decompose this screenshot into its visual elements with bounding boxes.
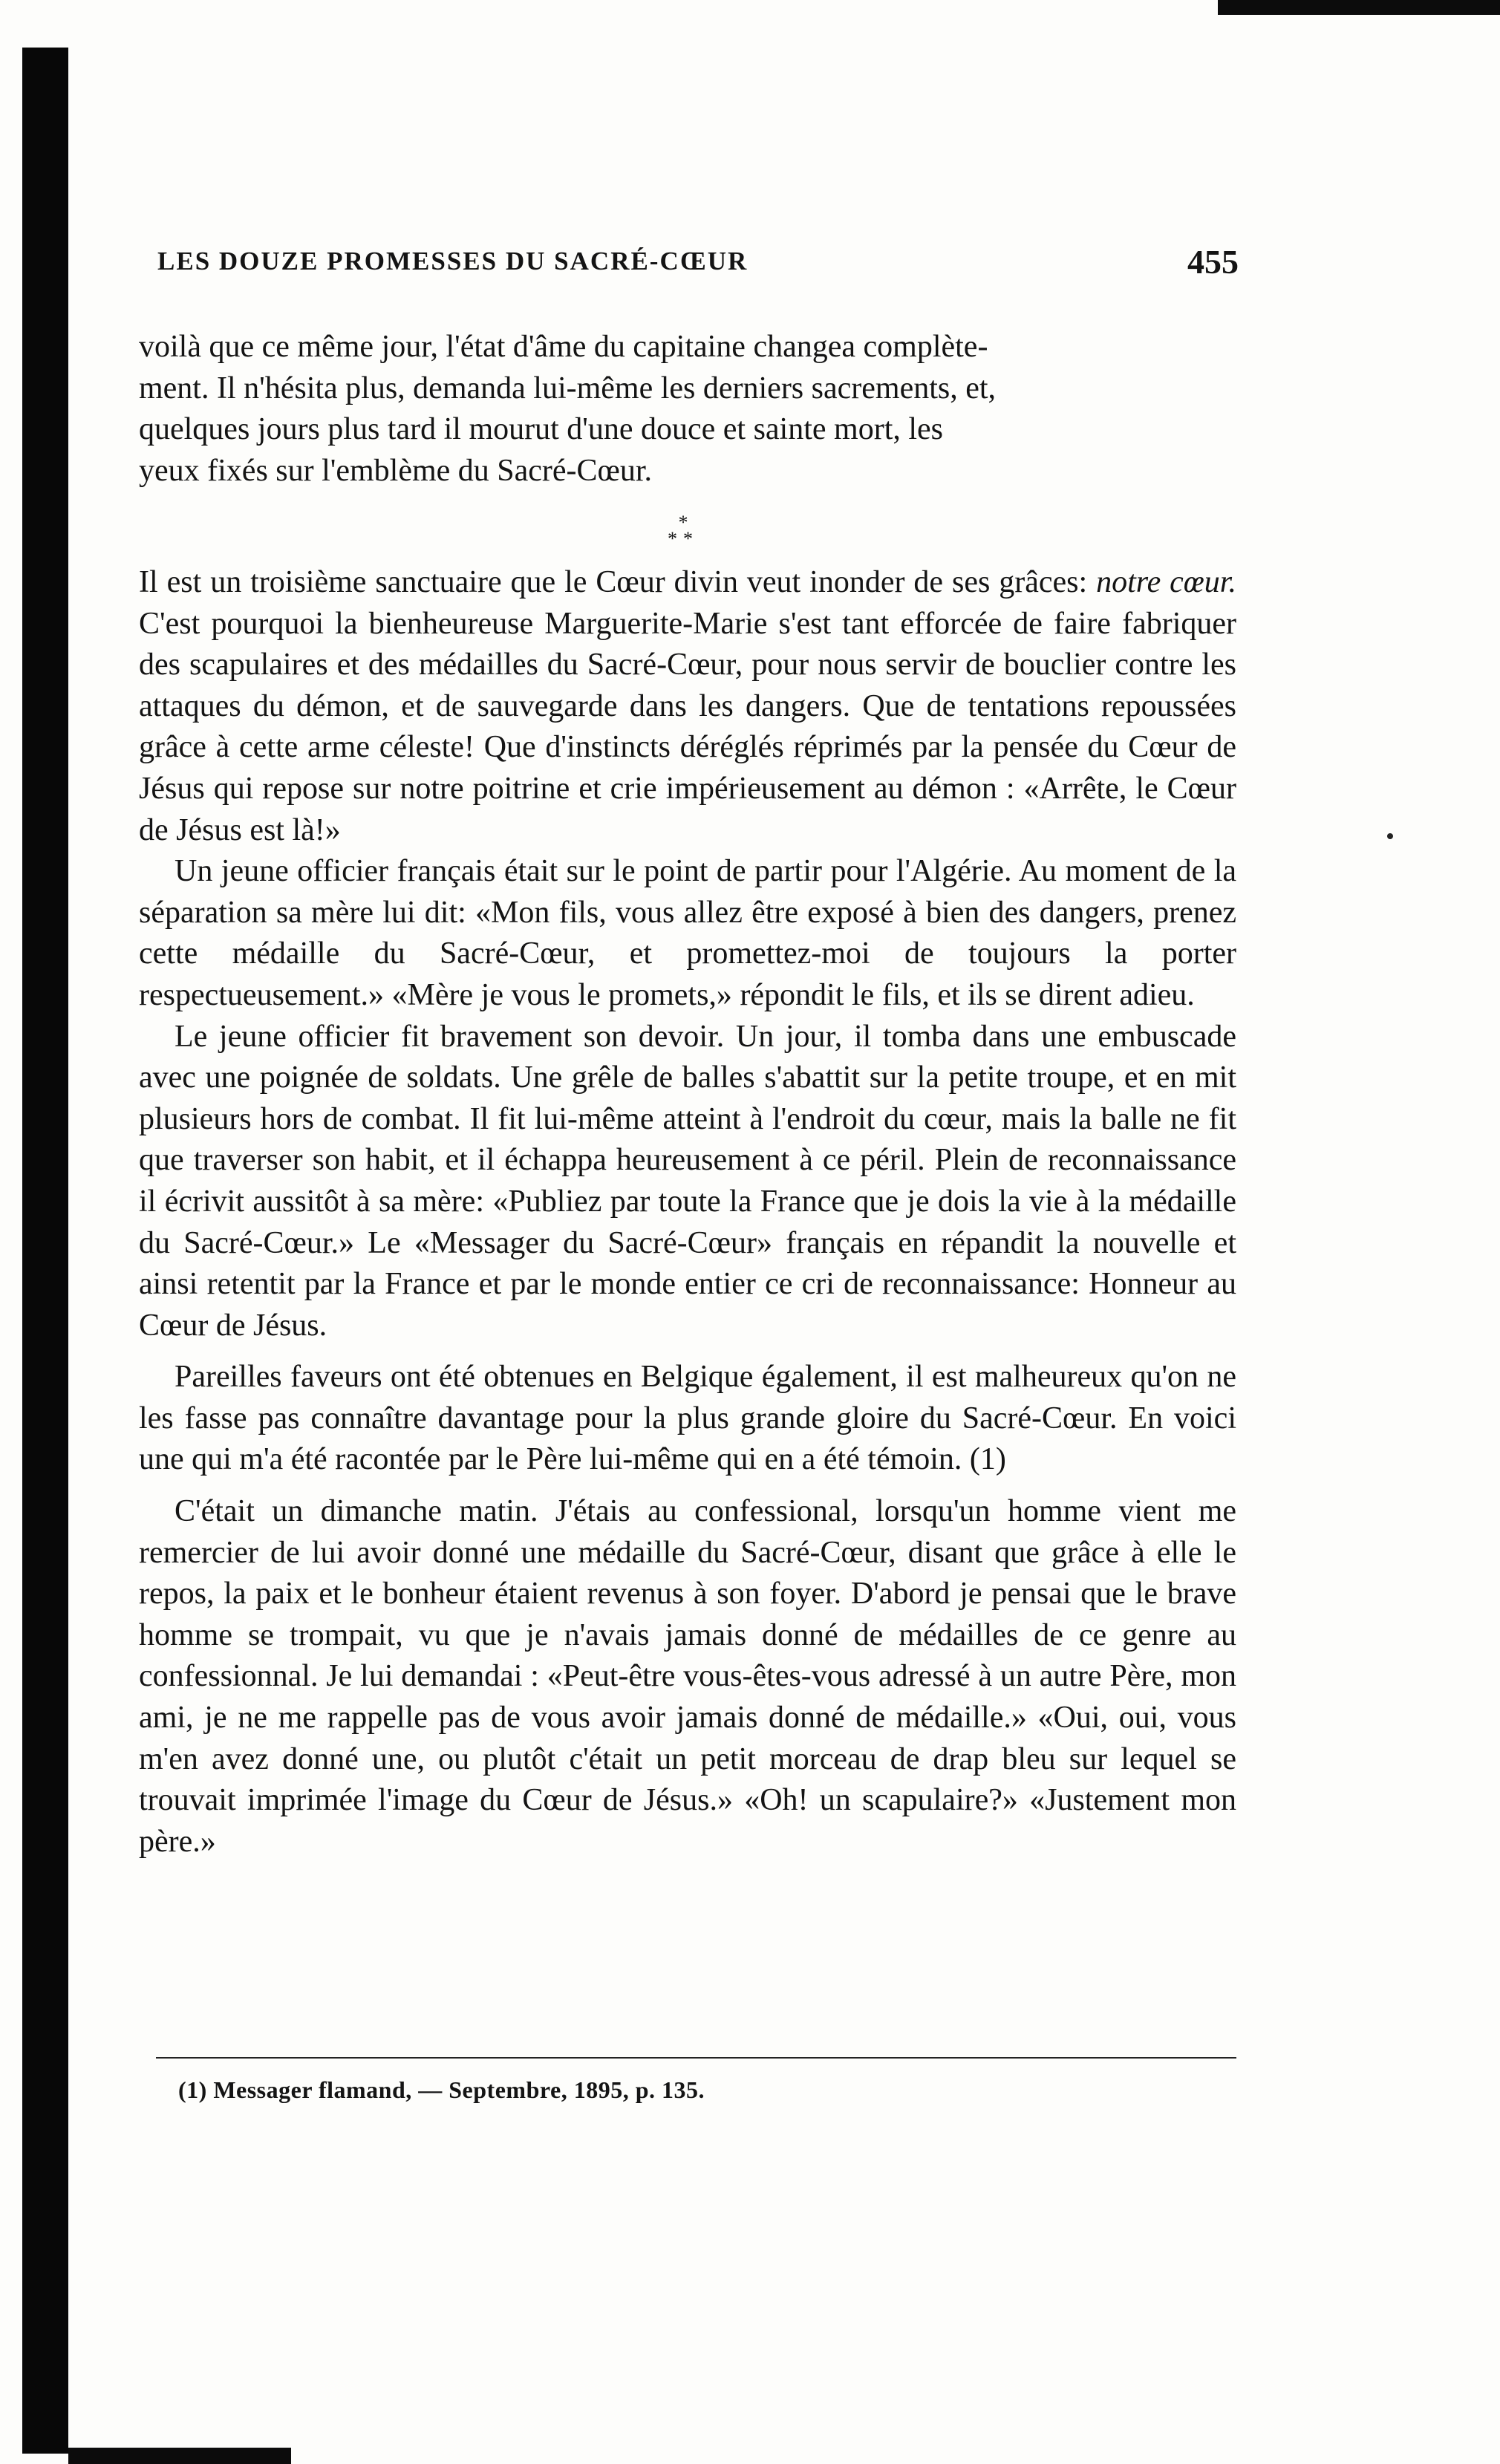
scan-speck	[1387, 833, 1393, 839]
paragraph-continuation	[139, 327, 1236, 492]
footnote-divider	[156, 2057, 1236, 2059]
main-text	[139, 562, 1236, 1862]
footnote: (1) Messager flamand, — Septembre, 1895, p. 135.	[178, 2076, 705, 2103]
emphasis-text: notre cœur.	[1096, 565, 1236, 599]
paragraph-belgique: Pareilles faveurs ont été obtenues en Belgique également, il est malheureux qu'on ne les fasse pas connaître davantage pour la plus grande gloire du Sacré-Cœur. En voici une qui m'a été racontée par le Père lui-même qui en a été témoin. (1)	[139, 1360, 1236, 1477]
scan-edge-left	[22, 48, 68, 2454]
text-line: ment. Il n'hésita plus, demanda lui-même les derniers sacrements, et,	[139, 371, 997, 405]
paragraph-confessional: C'était un dimanche matin. J'étais au confessional, lorsqu'un homme vient me remercier de lui avoir donné une médaille du Sacré-Cœur, disant que grâce à elle le repos, la paix et le bonheur étaient revenus à son foyer. D'abord je pensai que le brave homme se trompait, vu que je n'avais jamais donné de médailles de ce genre au confessionnal. Je lui demandai : «Peut-être vous-êtes-vous adressé à un autre Père, mon ami, je ne me rappelle pas de vous avoir jamais donné de médaille.» «Oui, oui, vous m'en avez donné une, ou plutôt c'était un petit morceau de drap bleu sur lequel se trouvait imprimée l'image du Cœur de Jésus.» «Oh! un scapulaire?» «Justement mon père.»	[139, 1494, 1236, 1859]
asterism-bottom: **	[668, 528, 699, 550]
text-line: yeux fixés sur l'emblème du Sacré-Cœur.	[139, 453, 653, 488]
running-title: LES DOUZE PROMESSES DU SACRÉ-CŒUR	[157, 247, 749, 276]
text-line: quelques jours plus tard il mourut d'une douce et sainte mort, les	[139, 412, 944, 447]
paragraph-text: C'est pourquoi la bienheureuse Marguerite-Marie s'est tant efforcée de faire fabriquer des scapulaires et des médailles du Sacré-Cœur, pour nous servir de bouclier contre les attaques du démon, et de sauvegarde dans les dangers. Que de tentations repoussées grâce à cette arme céleste! Que d'instincts déréglés réprimés par la pensée du Cœur de Jésus qui repose sur notre poitrine et crie impérieusement au démon : «Arrête, le Cœur de Jésus est là!»	[139, 606, 1236, 847]
page-number: 455	[1187, 243, 1239, 281]
section-asterism	[657, 512, 709, 552]
asterism-top: *	[678, 512, 688, 533]
text-line: voilà que ce même jour, l'état d'âme du capitaine changea complète-	[139, 330, 988, 364]
scan-edge-top	[1218, 0, 1500, 15]
running-header	[157, 243, 1239, 291]
paragraph-text: Il est un troisième sanctuaire que le Cœur divin veut inonder de ses grâces:	[139, 565, 1097, 599]
paragraph-sanctuaire	[139, 562, 1236, 851]
paragraph-embuscade: Le jeune officier fit bravement son devoir. Un jour, il tomba dans une embuscade avec une poignée de soldats. Une grêle de balles s'abattit sur la petite troupe, et en mit plusieurs hors de combat. Il fit lui-même atteint à l'endroit du cœur, mais la balle ne fit que traverser son habit, et il échappa heureusement à ce péril. Plein de reconnaissance il écrivit aussitôt à sa mère: «Publiez par toute la France que je dois la vie à la médaille du Sacré-Cœur.» Le «Messager du Sacré-Cœur» français en répandit la nouvelle et ainsi retentit par la France et par le monde entier ce cri de reconnaissance: Honneur au Cœur de Jésus.	[139, 1019, 1236, 1343]
scan-edge-bottom	[68, 2448, 291, 2464]
paragraph-officier: Un jeune officier français était sur le point de partir pour l'Algérie. Au moment de la séparation sa mère lui dit: «Mon fils, vous allez être exposé à bien des dangers, prenez cette médaille du Sacré-Cœur, et promettez-moi de toujours la porter respectueusement.» «Mère je vous le promets,» répondit le fils, et ils se dirent adieu.	[139, 854, 1236, 1012]
